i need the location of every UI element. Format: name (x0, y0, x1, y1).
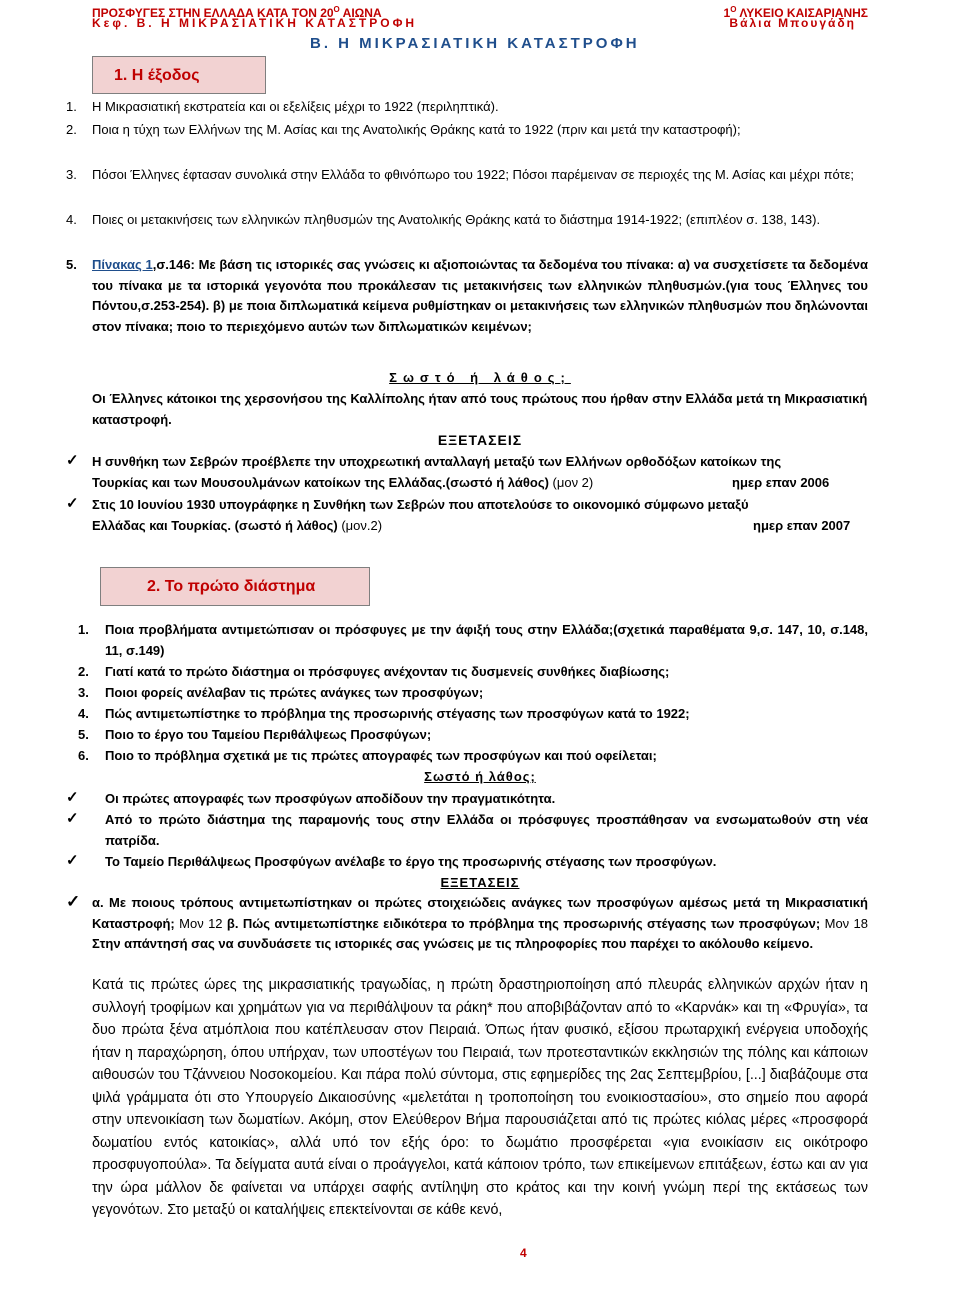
section1-title: 1. Η έξοδος (114, 67, 200, 84)
section2-question: 4. Πώς αντιμετωπίστηκε το πρόβλημα της προσωρινής στέγασης των προσφύγων κατά το 1922; (78, 706, 690, 721)
section1-title-box (92, 56, 266, 94)
section2-question: 2. Γιατί κατά το πρώτο διάστημα οι πρόσφυγες ανέχονταν τις δυσμενείς συνθήκες διαβίωσης; (78, 664, 670, 679)
section1-exam-item: Στις 10 Ιουνίου 1930 υπογράφηκε η Συνθήκη των Σεβρών που αποτελούσε το οικονομικό σύμφωνο μεταξύ Ελλάδας και Τουρκίας. (σωστό ή λάθος) (μον.2) ημερ επαν 2007 (92, 497, 851, 533)
source-text: Κατά τις πρώτες ώρες της μικρασιατικής τραγωδίας, η πρώτη δραστηριοποίηση από πλευράς ελληνικών αρχών ήταν η συλλογή τροφίμων και χρημάτων για να περιθάλψουν τα ράκη* που αποβιβάζονταν από το «Καρνάκ» και τη «Φρυγία», τα δυο πρώτα ξένα ατμόπλοια που κατέπλευσαν στον Πειραιά. Όπως ήταν φυσικό, εξίσου πρωταρχική ενέργεια υποδοχής ήταν η παραχώρηση, όπου υπήρχαν, των υποστέγων του Πειραιά, των προτεσταντικών εκκλησιών της πόλης και κάποιων αιθουσών του Τζάννειου Νοσοκομείου. Και πάρα πολύ σύντομα, στις εφημερίδες της 2ας Σεπτεμβρίου, [...] διαβάζουμε στα ψιλά γράμματα ότι στο Υπουργείο Δικαιοσύνης «μελετάται η τροποποίηση του ενοικιοστασίου», στο σημείο που αφορά στην υπενοικίαση των δωματίων. Ακόμη, στον Ελεύθερον Βήμα παρουσιάζεται από τις πρώτες κιόλας μέρες «προσφορά δωματίου εντός κατοικίας», αλλά υπό τον εξής όρο: το δωμάτιο προσφέρεται «για ενοικίασιν εις οικότροφο προσφυγοπούλα». Τα δείγματα αυτά είναι ο προάγγελοι, κατά κάποιον τρόπο, των επικείμενων επιτάξεων, έστω και αν για την ώρα μάλλον δε φαίνεται να υπάρχει σαφής αντίληψη στο κράτος και την κοινή γνώμη περί της εκτάσεως των γεγονότων. Στο μεταξύ οι καταλήψεις επεκτείνονται σε κάθε κενό, (92, 977, 868, 1218)
checkmark-icon: ✓ (66, 789, 79, 806)
section1-tf-statement: Οι Έλληνες κάτοικοι της χερσονήσου της Καλλίπολης ήταν από τους πρώτους που ήρθαν στην Ελλάδα μετά τη Μικρασιατική καταστροφή. (92, 391, 868, 427)
chapter-title: Β. Η ΜΙΚΡΑΣΙΑΤΙΚΗ ΚΑΤΑΣΤΡΟΦΗ (310, 35, 640, 52)
checkmark-icon: ✓ (66, 452, 79, 469)
section2-tf-item: Από το πρώτο διάστημα της παραμονής τους στην Ελλάδα οι πρόσφυγες προσπάθησαν να ενσωματωθούν στη νέα πατρίδα. (105, 812, 868, 848)
section2-question: 5. Ποιο το έργο του Ταμείου Περιθάλψεως Προσφύγων; (78, 727, 432, 742)
section1-exams-heading: ΕΞΕΤΑΣΕΙΣ (437, 432, 523, 448)
section1-tf-heading: Σωστό ή λάθος; (389, 370, 571, 385)
section1-question: 4. Ποιες οι μετακινήσεις των ελληνικών πληθυσμών της Ανατολικής Θράκης κατά το διάστημα 1914-1922; (επιπλέον σ. 138, 143). (66, 212, 821, 227)
section2-question: 1. Ποια προβλήματα αντιμετώπισαν οι πρόσφυγες με την άφιξή τους στην Ελλάδα;(σχετικά παραθέματα 9,σ. 147, 10, σ.148, 11, σ.149) (78, 622, 868, 658)
section1-question: 1. Η Μικρασιατική εκστρατεία και οι εξελίξεις μέχρι το 1922 (περιληπτικά). (66, 99, 499, 114)
checkmark-icon: ✓ (66, 810, 79, 827)
page-number: 4 (520, 1246, 527, 1260)
checkmark-icon: ✓ (66, 495, 79, 512)
section2-question: 3. Ποιοι φορείς ανέλαβαν τις πρώτες ανάγκες των προσφύγων; (78, 685, 484, 700)
header-school: $1^O$ ΛΥΚΕΙΟ ΚΑΙΣΑΡΙΑΝΗΣ (723, 5, 868, 20)
checkmark-icon: ✓ (66, 852, 79, 869)
section2-exams-heading: ΕΞΕΤΑΣΕΙΣ (440, 875, 520, 890)
section1-question-5: 5. Πίνακας 1,σ.146: Με βάση τις ιστορικές σας γνώσεις κι αξιοποιώντας τα δεδομένα του πίνακα: α) να συσχετίσετε τα δεδομένα του πίνακα με τα ιστορικά γεγονότα που προκάλεσαν τις μετακινήσεις των ελληνικών πληθυσμών.(για τους Έλληνες του Πόντου,σ.253-254). β) με ποια διπλωματικά κείμενα ρυθμίστηκαν οι μετακινήσεις των ελληνικών πληθυσμών που δηλώνονται στον πίνακα; ποιο το περιεχόμενο αυτών των διπλωματικών κειμένων; (66, 257, 868, 334)
section2-title-box (100, 567, 370, 606)
section1-exam-item: Η συνθήκη των Σεβρών προέβλεπε την υποχρεωτική ανταλλαγή μεταξύ των Ελλήνων ορθοδόξων κατοίκων της Τουρκίας και των Μουσουλμάνων κατοίκων της Ελλάδας.(σωστό ή λάθος) (μον 2) ημερ επαν 2006 (92, 454, 830, 490)
header-author: Βάλια Μπουγάδη (729, 16, 856, 30)
section2-tf-item: Το Ταμείο Περιθάλψεως Προσφύγων ανέλαβε το έργο της προσωρινής στέγασης των προσφύγων. (105, 854, 717, 869)
section2-exam-question: α. Με ποιους τρόπους αντιμετωπίστηκαν οι πρώτες στοιχειώδεις ανάγκες των προσφύγων αμέσως μετά τη Μικρασιατική Καταστροφή; Μον 12 β. Πώς αντιμετωπίστηκε ειδικότερα το πρόβλημα της προσωρινής στέγασης των προσφύγων; Μον 18 Στην απάντησή σας να συνδυάσετε τις ιστορικές σας γνώσεις με τις πληροφορίες που παρέχει το ακόλουθο κείμενο. (92, 895, 869, 951)
checkmark-icon: ✓ (66, 892, 81, 911)
section2-title: 2. Το πρώτο διάστημα (147, 578, 316, 595)
table-1-link[interactable]: Πίνακας 1 (92, 257, 153, 272)
section2-tf-item: Οι πρώτες απογραφές των προσφύγων αποδίδουν την πραγματικότητα. (105, 791, 556, 806)
section1-question: 2. Ποια η τύχη των Ελλήνων της Μ. Ασίας και της Ανατολικής Θράκης κατά το 1922 (πριν και μετά την καταστροφή); (66, 122, 741, 137)
header-chapter: Κεφ. Β. Η ΜΙΚΡΑΣΙΑΤΙΚΗ ΚΑΤΑΣΤΡΟΦΗ (92, 16, 418, 30)
section2-tf-heading: Σωστό ή λάθος; (424, 769, 536, 784)
header-left-line1: ΠΡΟΣΦΥΓΕΣ ΣΤΗΝ ΕΛΛΑΔΑ ΚΑΤΑ ΤΟΝ $20^O$ ΑΙΩΝΑ (92, 5, 382, 20)
section2-question: 6. Ποιο το πρόβλημα σχετικά με τις πρώτες απογραφές των προσφύγων και πού οφείλεται; (78, 748, 657, 763)
section1-question: 3. Πόσοι Έλληνες έφτασαν συνολικά στην Ελλάδα το φθινόπωρο του 1922; Πόσοι παρέμειναν σε περιοχές της Μ. Ασίας και μέχρι πότε; (66, 167, 855, 182)
